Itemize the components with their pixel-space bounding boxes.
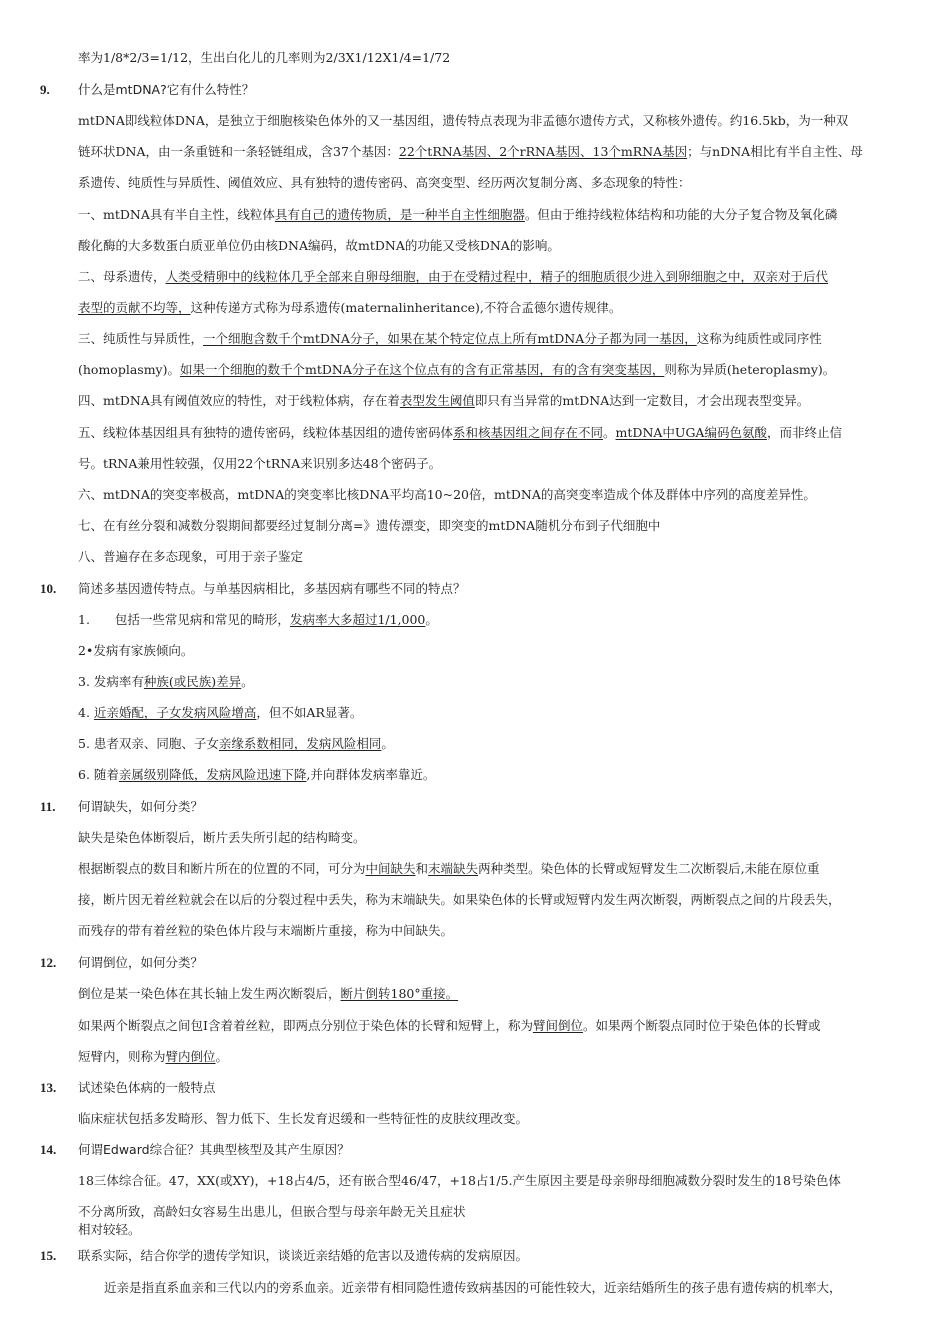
text-segment: 2•发病有家族倾向。 (78, 643, 194, 658)
question-number: 15. (40, 1248, 57, 1263)
text-segment: 链环状DNA，由一条重链和一条轻链组成，含37个基因： (78, 144, 399, 159)
underlined-key-phrase: 系和核基因组之间存在不同 (453, 425, 604, 440)
text-segment: 四、mtDNA具有阈值效应的特性，对于线粒体病，存在着 (78, 393, 400, 408)
text-segment: 接，断片因无着丝粒就会在以后的分裂过程中丢失，称为末端缺失。如果染色体的长臂或短臂内发生两次断裂，两断裂点之间的片段丢失， (78, 892, 841, 907)
underlined-key-phrase: 发病率大多超过1/1,000 (289, 612, 426, 627)
text-segment: 简述多基因遗传特点。与单基因病相比，多基因病有哪些不同的特点？ (78, 581, 466, 596)
underlined-key-phrase: 臂间倒位 (532, 1018, 583, 1033)
text-segment: 六、mtDNA的突变率极高，mtDNA的突变率比核DNA平均高10~20倍，mtDNA的高突变率造成个体及群体中序列的高度差异性。 (78, 487, 816, 502)
text-segment: 5. 患者双亲、同胞、子女 (78, 736, 219, 751)
text-segment: 酸化酶的大多数蛋白质亚单位仍由核DNA编码，故mtDNA的功能又受核DNA的影响。 (78, 238, 560, 253)
text-segment: 相对较轻。 (78, 1222, 141, 1237)
text-segment: 号。tRNA兼用性较强，仅用22个tRNA来识别多达48个密码子。 (78, 456, 442, 471)
text-segment: 何谓缺失，如何分类？ (78, 799, 204, 814)
underlined-key-phrase: 一个细胞含数千个mtDNA分子，如果在某个特定位点上所有mtDNA分子都为同一基因， (203, 331, 697, 346)
question-text (78, 954, 203, 972)
text-segment: 如果两个断裂点之间包I含着着丝粒，即两点分别位于染色体的长臂和短臂上，称为 (78, 1018, 533, 1033)
question-text (78, 1079, 216, 1097)
underlined-key-phrase: 断片倒转180°重接。 (340, 986, 459, 1001)
text-segment: 七、在有丝分裂和减数分裂期间都要经过复制分离=》遗传漂变，即突变的mtDNA随机分布到子代细胞中 (78, 518, 661, 533)
text-segment: 。如果两个断裂点同时位于染色体的长臂或 (582, 1018, 821, 1033)
text-segment: 和 (415, 861, 429, 876)
question-text (78, 1247, 528, 1265)
text-line (78, 1172, 841, 1190)
text-segment: ,并向群体发病率靠近。 (306, 767, 436, 782)
text-line (78, 517, 660, 535)
question-number: 10. (40, 581, 57, 596)
text-segment: 。 (215, 1049, 229, 1064)
text-line (78, 985, 458, 1003)
underlined-key-phrase: mtDNA中UGA编码色氨酸 (615, 425, 767, 440)
text-segment: ，而非终止信 (766, 425, 842, 440)
text-segment: 两种类型。染色体的长臂或短臂发生二次断裂后,未能在原位重 (478, 861, 820, 876)
underlined-key-phrase: 如果一个细胞的数千个mtDNA分子在这个位点有的含有正常基因，有的含有突变基因， (180, 362, 665, 377)
text-segment: 这种传递方式称为母系遗传(maternalinheritance),不符合孟德尔遗传规律。 (190, 300, 622, 315)
text-segment: 倒位是某一染色体在其长轴上发生两次断裂后， (78, 986, 341, 1001)
text-line (78, 704, 362, 722)
text-line (78, 611, 438, 629)
underlined-key-phrase: 种族(或民族)差异 (143, 674, 242, 689)
text-line (78, 361, 835, 379)
text-line (78, 392, 809, 410)
text-segment: 1. 包括一些常见病和常见的畸形， (78, 612, 290, 627)
text-segment: 短臂内，则称为 (78, 1049, 166, 1064)
text-segment: 6. 随着 (78, 767, 119, 782)
text-line (78, 455, 441, 473)
text-segment: 二、母系遗传， (78, 269, 166, 284)
underlined-key-phrase: 近亲婚配，子女发病风险增高 (93, 705, 257, 720)
underlined-key-phrase: 22个tRNA基因、2个rRNA基因、13个mRNA基因 (398, 144, 688, 159)
underlined-key-phrase: 人类受精卵中的线粒体几乎全部来自卵母细胞，由于在受精过程中，精子的细胞质很少进入到卵细胞之中，双亲对于后代 (165, 269, 829, 284)
text-line (78, 548, 303, 566)
text-segment: 4. (78, 705, 94, 720)
text-segment: 何谓倒位，如何分类？ (78, 955, 204, 970)
text-segment: 五、线粒体基因组具有独特的遗传密码，线粒体基因组的遗传密码体 (78, 425, 454, 440)
text-segment: 。但由于维持线粒体结构和功能的大分子复合物及氧化磷 (524, 207, 838, 222)
text-segment: ，但不如AR显著。 (256, 705, 363, 720)
text-segment: 即只有当异常的mtDNA达到一定数目，才会出现表型变异。 (474, 393, 810, 408)
text-line (78, 891, 841, 909)
text-segment: 。 (381, 736, 394, 751)
text-segment: (homoplasmy)。 (78, 362, 180, 377)
text-line (78, 642, 193, 660)
text-segment: 。 (241, 674, 254, 689)
text-line (78, 1017, 820, 1035)
text-segment: 根据断裂点的数目和断片所在的位置的不同，可分为 (78, 861, 366, 876)
text-line (78, 1203, 466, 1221)
text-segment: 何谓Edward综合征？其典型核型及其产生原因？ (78, 1142, 350, 1157)
text-line (78, 766, 435, 784)
text-segment: ；与nDNA相比有半自主性、母 (687, 144, 863, 159)
text-segment: 不分离所致，高龄妇女容易生出患儿，但嵌合型与母亲年龄无关且症状 (78, 1204, 466, 1219)
underlined-key-phrase: 末端缺失 (428, 861, 479, 876)
text-line (104, 1279, 842, 1297)
question-text (78, 798, 203, 816)
text-segment: 临床症状包括多发畸形、智力低下、生长发育迟缓和一些特征性的皮肤纹理改变。 (78, 1111, 529, 1126)
text-line (78, 1110, 528, 1128)
text-line (78, 1221, 141, 1239)
text-segment: 而残存的带有着丝粒的染色体片段与末端断片重接，称为中间缺失。 (78, 923, 454, 938)
text-line (78, 922, 453, 940)
text-segment: 3. 发病率有 (78, 674, 144, 689)
underlined-key-phrase: 具有自己的遗传物质，是一种半自主性细胞器 (274, 207, 525, 222)
text-line (78, 735, 394, 753)
question-number: 13. (40, 1080, 57, 1095)
text-line (78, 1048, 228, 1066)
question-text (78, 81, 254, 99)
text-line (78, 486, 816, 504)
text-line (78, 299, 621, 317)
text-line (78, 268, 828, 286)
text-line (78, 174, 691, 192)
underlined-key-phrase: 表型的贡献不均等， (78, 300, 191, 315)
underlined-key-phrase: 臂内倒位 (165, 1049, 216, 1064)
text-line (78, 673, 254, 691)
text-line (78, 330, 822, 348)
text-segment: 缺失是染色体断裂后，断片丢失所引起的结构畸变。 (78, 830, 366, 845)
question-number: 12. (40, 955, 57, 970)
text-segment: 率为1/8*2/3=1/12，生出白化儿的几率则为2/3X1/12X1/4=1/72 (78, 50, 451, 65)
text-segment: 三、纯质性与异质性， (78, 331, 204, 346)
question-text (78, 580, 466, 598)
text-segment: 八、普遍存在多态现象，可用于亲子鉴定 (78, 549, 304, 564)
text-line (78, 860, 820, 878)
text-segment: mtDNA即线粒体DNA，是独立于细胞核染色体外的又一基因组，遗传特点表现为非孟德尔遗传方式，又称核外遗传。约16.5kb，为一种双 (78, 113, 849, 128)
question-number: 14. (40, 1142, 57, 1157)
text-segment: 则称为异质(heteroplasmy)。 (664, 362, 836, 377)
text-segment: 什么是mtDNA?它有什么特性？ (78, 82, 255, 97)
text-line (78, 206, 837, 224)
underlined-key-phrase: 表型发生阈值 (399, 393, 475, 408)
text-line (78, 112, 848, 130)
text-line (78, 49, 450, 67)
question-number: 9. (40, 82, 50, 97)
text-segment: 系遗传、纯质性与异质性、阈值效应、具有独特的遗传密码、高突变型、经历两次复制分离、多态现象的特性： (78, 175, 691, 190)
question-number: 11. (40, 799, 56, 814)
text-segment: 试述染色体病的一般特点 (78, 1080, 216, 1095)
text-line (78, 143, 863, 161)
text-segment: 联系实际，结合你学的遗传学知识，谈谈近亲结婚的危害以及遗传病的发病原因。 (78, 1248, 529, 1263)
text-segment: 。 (425, 612, 438, 627)
text-line (78, 829, 366, 847)
text-line (78, 424, 842, 442)
question-text (78, 1141, 350, 1159)
text-segment: 一、mtDNA具有半自主性，线粒体 (78, 207, 275, 222)
underlined-key-phrase: 亲缘系数相同，发病风险相同 (218, 736, 382, 751)
text-segment: 18三体综合征。47，XX(或XY)，+18占4/5，还有嵌合型46/47，+18占1/5.产生原因主要是母亲卵母细胞减数分裂时发生的18号染色体 (78, 1173, 841, 1188)
underlined-key-phrase: 中间缺失 (365, 861, 416, 876)
text-line (78, 237, 560, 255)
text-segment: 。 (603, 425, 616, 440)
underlined-key-phrase: 亲属级别降低，发病风险迅速下降 (118, 767, 307, 782)
text-segment: 这称为纯质性或同序性 (696, 331, 822, 346)
text-segment: 近亲是指直系血亲和三代以内的旁系血亲。近亲带有相同隐性遗传致病基因的可能性较大，近亲结婚所生的孩子患有遗传病的机率大， (104, 1280, 842, 1295)
